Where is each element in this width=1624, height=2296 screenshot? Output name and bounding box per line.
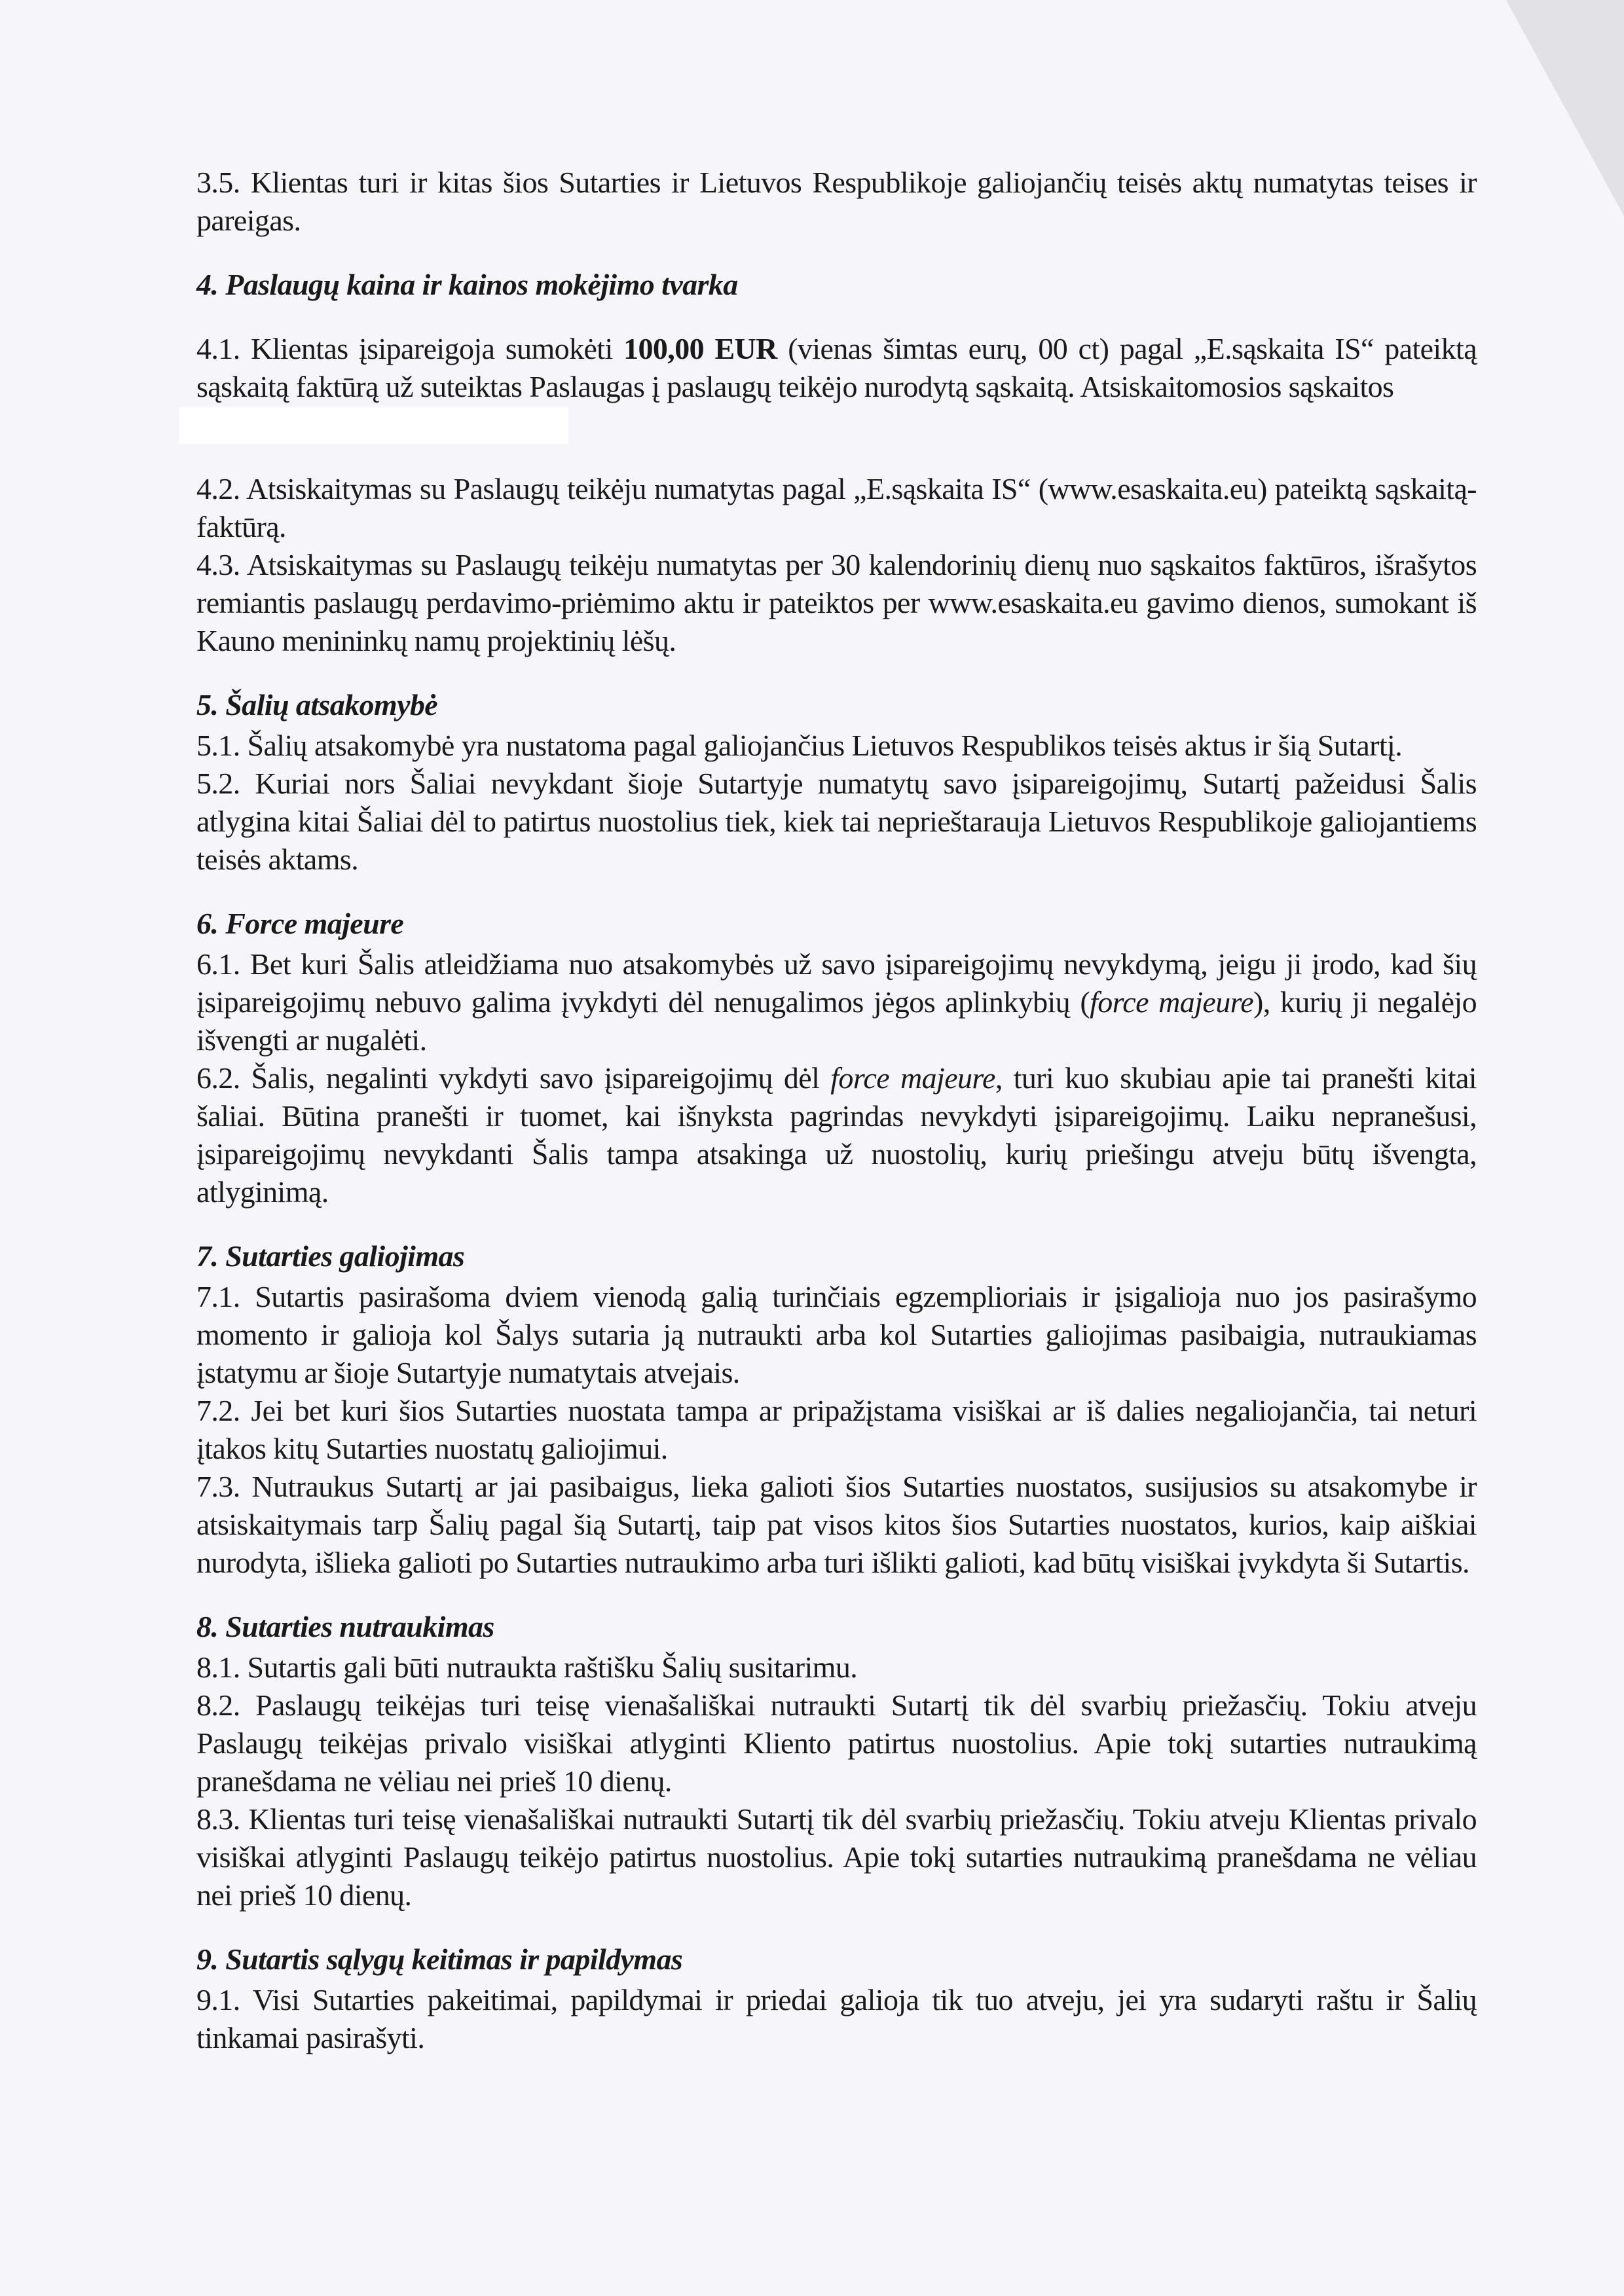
section-7-validity xyxy=(196,1237,1477,1582)
section-5-liability xyxy=(196,686,1477,879)
section-heading: 6. Force majeure xyxy=(196,907,404,940)
section-heading: 4. Paslaugų kaina ir kainos mokėjimo tvarka xyxy=(196,268,738,301)
clause-paragraph xyxy=(196,1686,1477,1800)
section-8-termination xyxy=(196,1608,1477,1914)
clause-paragraph xyxy=(196,1392,1477,1468)
clause-text: 8.1. Sutartis gali būti nutraukta raštišku Šalių susitarimu. xyxy=(196,1650,858,1684)
section-heading: 8. Sutarties nutraukimas xyxy=(196,1610,494,1643)
clause-text: 7.2. Jei bet kuri šios Sutarties nuostata tampa ar pripažįstama visiškai ar iš dalies negaliojančia, tai neturi įtakos kitų Sutarties nuostatų galiojimui. xyxy=(196,1394,1477,1465)
clause-paragraph xyxy=(196,1059,1477,1211)
clause-paragraph xyxy=(196,546,1477,660)
clause-text: 7.1. Sutartis pasirašoma dviem vienodą galią turinčiais egzemplioriais ir įsigalioja nuo jos pasirašymo momento ir galioja kol Šalys sutaria ją nutraukti arba kol Sutarties galiojimas pasibaigia, nutraukiamas įstatymu ar šioje Sutartyje numatytais atvejais. xyxy=(196,1280,1477,1389)
clause-paragraph xyxy=(196,330,1477,406)
section-heading: 7. Sutarties galiojimas xyxy=(196,1239,465,1273)
clause-text: 8.3. Klientas turi teisę vienašališkai nutraukti Sutartį tik dėl svarbių priežasčių. Tokiu atveju Klientas privalo visiškai atlyginti Paslaugų teikėjo patirtus nuostolius. Apie tokį sutarties nutraukimą pranešdama ne vėliau nei prieš 10 dienų. xyxy=(196,1802,1477,1912)
clause-paragraph xyxy=(196,1649,1477,1686)
clause-text: ), kurių ji negalėjo išvengti ar nugalėti. xyxy=(196,985,1477,1057)
clause-text: , turi kuo skubiau apie tai pranešti kitai šaliai. Būtina pranešti ir tuomet, kai išnyksta pagrindas nevykdyti įsipareigojimų. Laiku nepranešusi, įsipareigojimų nevykdanti Šalis tampa atsakinga už nuostolių, kurių priešingu atveju būtų išvengta, atlyginimą. xyxy=(196,1061,1477,1209)
clause-paragraph xyxy=(196,727,1477,765)
clause-text: 5.1. Šalių atsakomybė yra nustatoma pagal galiojančius Lietuvos Respublikos teisės aktus ir šią Sutartį. xyxy=(196,729,1403,762)
clause-paragraph xyxy=(196,1981,1477,2057)
clause-paragraph xyxy=(196,945,1477,1059)
clause-text: 5.2. Kuriai nors Šaliai nevykdant šioje Sutartyje numatytų savo įsipareigojimų, Sutartį pažeidusi Šalis atlygina kitai Šaliai dėl to patirtus nuostolius tiek, kiek tai neprieštarauja Lietuvos Respublikoje galiojantiems teisės aktams. xyxy=(196,767,1477,876)
section-4-price xyxy=(196,266,1477,660)
clause-paragraph xyxy=(196,765,1477,879)
section-heading: 5. Šalių atsakomybė xyxy=(196,688,438,721)
clause-text: 6.1. Bet kuri Šalis atleidžiama nuo atsakomybės už savo įsipareigojimų nevykdymą, jeigu ji įrodo, kad šių įsipareigojimų nebuvo galima įvykdyti dėl nenugalimos jėgos aplinkybių ( xyxy=(196,947,1477,1019)
section-9-amendments xyxy=(196,1941,1477,2057)
clause-paragraph xyxy=(196,164,1477,240)
section-heading: 9. Sutartis sąlygų keitimas ir papildymas xyxy=(196,1942,683,1976)
page-fold-corner xyxy=(1506,0,1624,216)
clause-text: 3.5. Klientas turi ir kitas šios Sutarties ir Lietuvos Respublikoje galiojančių teisės aktų numatytas teises ir pareigas. xyxy=(196,166,1477,237)
section-3-tail xyxy=(196,164,1477,240)
clause-text: 7.3. Nutraukus Sutartį ar jai pasibaigus, lieka galioti šios Sutarties nuostatos, susijusios su atsakomybe ir atsiskaitymais tarp Šalių pagal šią Sutartį, taip pat visos kitos šios Sutarties nuostatos, kurios, kaip aiškiai nurodyta, išlieka galioti po Sutarties nutraukimo arba turi išlikti galioti, kad būtų visiškai įvykdyta ši Sutartis. xyxy=(196,1470,1477,1579)
italic-term: force majeure xyxy=(1090,985,1254,1019)
clause-paragraph xyxy=(196,1800,1477,1914)
clause-text: 4.3. Atsiskaitymas su Paslaugų teikėju numatytas per 30 kalendorinių dienų nuo sąskaitos faktūros, išrašytos remiantis paslaugų perdavimo-priėmimo aktu ir pateiktos per www.esaskaita.eu gavimo dienos, sumokant iš Kauno menininkų namų projektinių lėšų. xyxy=(196,548,1477,657)
clause-text: 4.1. Klientas įsipareigoja sumokėti xyxy=(196,332,624,365)
clause-text: 6.2. Šalis, negalinti vykdyti savo įsipareigojimų dėl xyxy=(196,1061,831,1095)
clause-text: 9.1. Visi Sutarties pakeitimai, papildymai ir priedai galioja tik tuo atveju, jei yra sudaryti raštu ir Šalių tinkamai pasirašyti. xyxy=(196,1983,1477,2054)
clause-text: (vienas šimtas eurų, 00 ct) pagal „E.sąskaita IS“ pateiktą sąskaitą faktūrą už suteiktas Paslaugas į paslaugų teikėjo nurodytą sąskaitą. Atsiskaitomosios sąskaitos xyxy=(196,332,1477,403)
section-6-force-majeure xyxy=(196,905,1477,1211)
clause-paragraph xyxy=(196,1278,1477,1392)
clause-text: 4.2. Atsiskaitymas su Paslaugų teikėju numatytas pagal „E.sąskaita IS“ (www.esaskaita.eu) pateiktą sąskaitą-faktūrą. xyxy=(196,472,1477,543)
clause-paragraph xyxy=(196,470,1477,546)
redacted-account-number xyxy=(179,407,568,444)
italic-term: force majeure xyxy=(830,1061,995,1095)
clause-text: 8.2. Paslaugų teikėjas turi teisę vienašališkai nutraukti Sutartį tik dėl svarbių priežasčių. Tokiu atveju Paslaugų teikėjas privalo visiškai atlyginti Kliento patirtus nuostolius. Apie tokį sutarties nutraukimą pranešdama ne vėliau nei prieš 10 dienų. xyxy=(196,1688,1477,1798)
clause-paragraph xyxy=(196,1468,1477,1582)
price-amount: 100,00 EUR xyxy=(623,332,777,365)
